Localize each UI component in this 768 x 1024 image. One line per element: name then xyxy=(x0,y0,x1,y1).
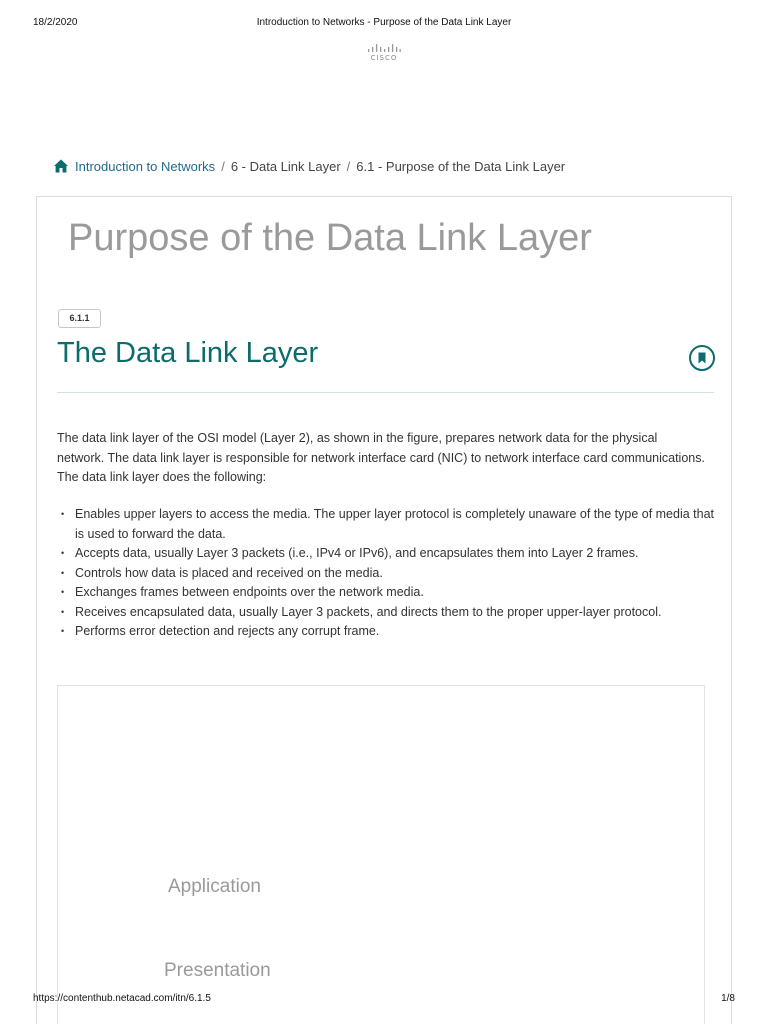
bookmark-button[interactable] xyxy=(689,345,715,371)
print-url: https://contenthub.netacad.com/itn/6.1.5 xyxy=(33,993,211,1004)
list-item: • Receives encapsulated data, usually Layer 3 packets, and directs them to the proper upper-layer protocol. xyxy=(57,603,717,623)
osi-model-figure xyxy=(57,685,705,1024)
section-number-badge: 6.1.1 xyxy=(58,309,101,328)
content-card xyxy=(36,196,732,1024)
breadcrumb-separator: / xyxy=(221,158,225,174)
cisco-logo xyxy=(364,44,404,66)
list-item: • Performs error detection and rejects any corrupt frame. xyxy=(57,622,717,642)
page-title: Purpose of the Data Link Layer xyxy=(68,217,592,259)
print-footer xyxy=(0,993,768,1007)
breadcrumb-topic: 6.1 - Purpose of the Data Link Layer xyxy=(356,158,566,174)
list-item: • Exchanges frames between endpoints over the network media. xyxy=(57,583,717,603)
section-heading: The Data Link Layer xyxy=(57,337,319,369)
print-title: Introduction to Networks - Purpose of the Data Link Layer xyxy=(256,17,512,28)
cisco-wordmark: CISCO xyxy=(370,54,398,62)
intro-paragraph: The data link layer of the OSI model (Layer 2), as shown in the figure, prepares network data for the physical network. The data link layer is responsible for network interface card (NIC) to network interface card communications. The data link layer does the following: xyxy=(57,431,705,484)
breadcrumb xyxy=(53,156,565,176)
breadcrumb-course-link[interactable]: Introduction to Networks xyxy=(75,158,216,174)
print-page-number: 1/8 xyxy=(721,993,735,1004)
osi-layer-application: Application xyxy=(168,876,261,897)
print-date: 18/2/2020 xyxy=(33,17,78,28)
breadcrumb-module[interactable]: 6 - Data Link Layer xyxy=(230,158,341,174)
list-item: • Enables upper layers to access the media. The upper layer protocol is completely unaware of the type of media that is used to forward the data. xyxy=(57,505,717,544)
osi-layer-presentation: Presentation xyxy=(164,960,271,981)
list-item: • Controls how data is placed and received on the media. xyxy=(57,564,717,584)
bookmark-icon xyxy=(697,352,707,364)
print-header xyxy=(0,17,768,31)
home-icon[interactable] xyxy=(53,158,69,174)
heading-divider xyxy=(57,392,714,393)
cisco-bars-icon xyxy=(367,44,401,53)
function-list xyxy=(57,505,717,642)
breadcrumb-separator: / xyxy=(346,158,351,174)
list-item: • Accepts data, usually Layer 3 packets (i.e., IPv4 or IPv6), and encapsulates them into Layer 2 frames. xyxy=(57,544,717,564)
